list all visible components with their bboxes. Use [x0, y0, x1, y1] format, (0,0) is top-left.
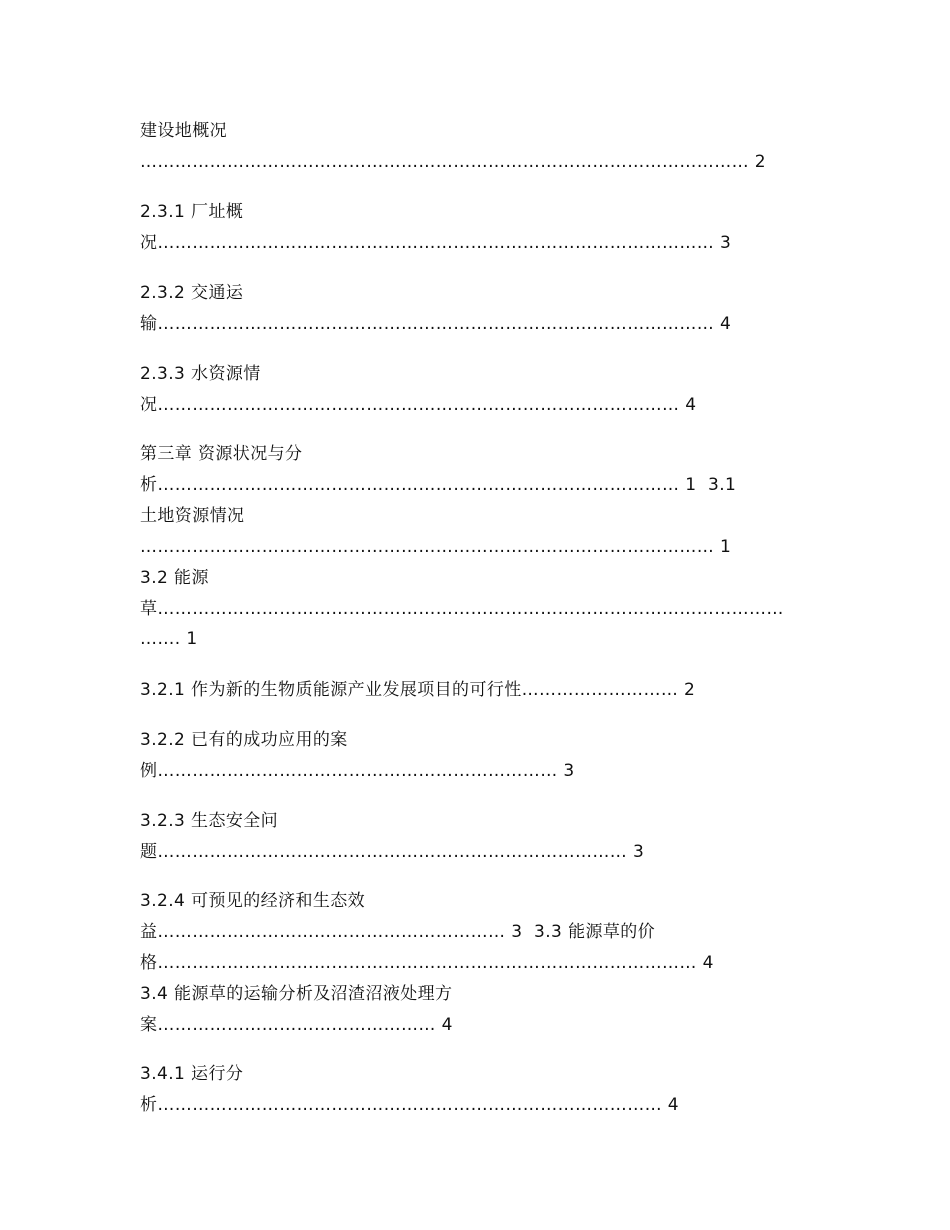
toc-leader-line: 输…………………………………………………………………………………… 4	[140, 314, 732, 334]
toc-leader-line: 草………………………………………………………………………………………………	[140, 599, 784, 619]
toc-leader-line: 析…………………………………………………………………………… 4	[140, 1095, 680, 1115]
toc-line-3-2-1: 3.2.1 作为新的生物质能源产业发展项目的可行性……………………… 2	[140, 680, 696, 700]
toc-line-3-2-3: 3.2.3 生态安全问	[140, 811, 279, 831]
toc-leader-line: 况……………………………………………………………………………… 4	[140, 395, 697, 415]
toc-line-3-2-4: 3.2.4 可预见的经济和生态效	[140, 891, 366, 911]
toc-leader-line: 案………………………………………… 4	[140, 1015, 453, 1035]
toc-line-3-1: 土地资源情况	[140, 506, 245, 526]
toc-line-2-3-2: 2.3.2 交通运	[140, 283, 244, 303]
toc-leader-line: 析……………………………………………………………………………… 1 3.1	[140, 475, 737, 495]
toc-leader-line: ……. 1	[140, 629, 198, 649]
toc-line-construction-site: 建设地概况	[140, 121, 227, 141]
toc-leader-line: …………………………………………………………………………………………… 2	[140, 152, 767, 172]
toc-leader-line: 例…………………………………………………………… 3	[140, 761, 575, 781]
toc-line-chapter-3: 第三章 资源状况与分	[140, 444, 303, 464]
toc-line-3-4-1: 3.4.1 运行分	[140, 1064, 244, 1084]
toc-line-3-2-2: 3.2.2 已有的成功应用的案	[140, 730, 348, 750]
toc-leader-line: 益…………………………………………………… 3 3.3 能源草的价	[140, 922, 656, 942]
toc-line-2-3-3: 2.3.3 水资源情	[140, 364, 261, 384]
toc-line-2-3-1: 2.3.1 厂址概	[140, 202, 244, 222]
toc-line-3-2: 3.2 能源	[140, 568, 209, 588]
toc-line-3-4: 3.4 能源草的运输分析及沼渣沼液处理方	[140, 984, 453, 1004]
toc-leader-line: 格………………………………………………………………………………… 4	[140, 953, 714, 973]
toc-leader-line: ……………………………………………………………………………………… 1	[140, 537, 732, 557]
toc-leader-line: 题……………………………………………………………………… 3	[140, 842, 645, 862]
toc-leader-line: 况…………………………………………………………………………………… 3	[140, 233, 732, 253]
